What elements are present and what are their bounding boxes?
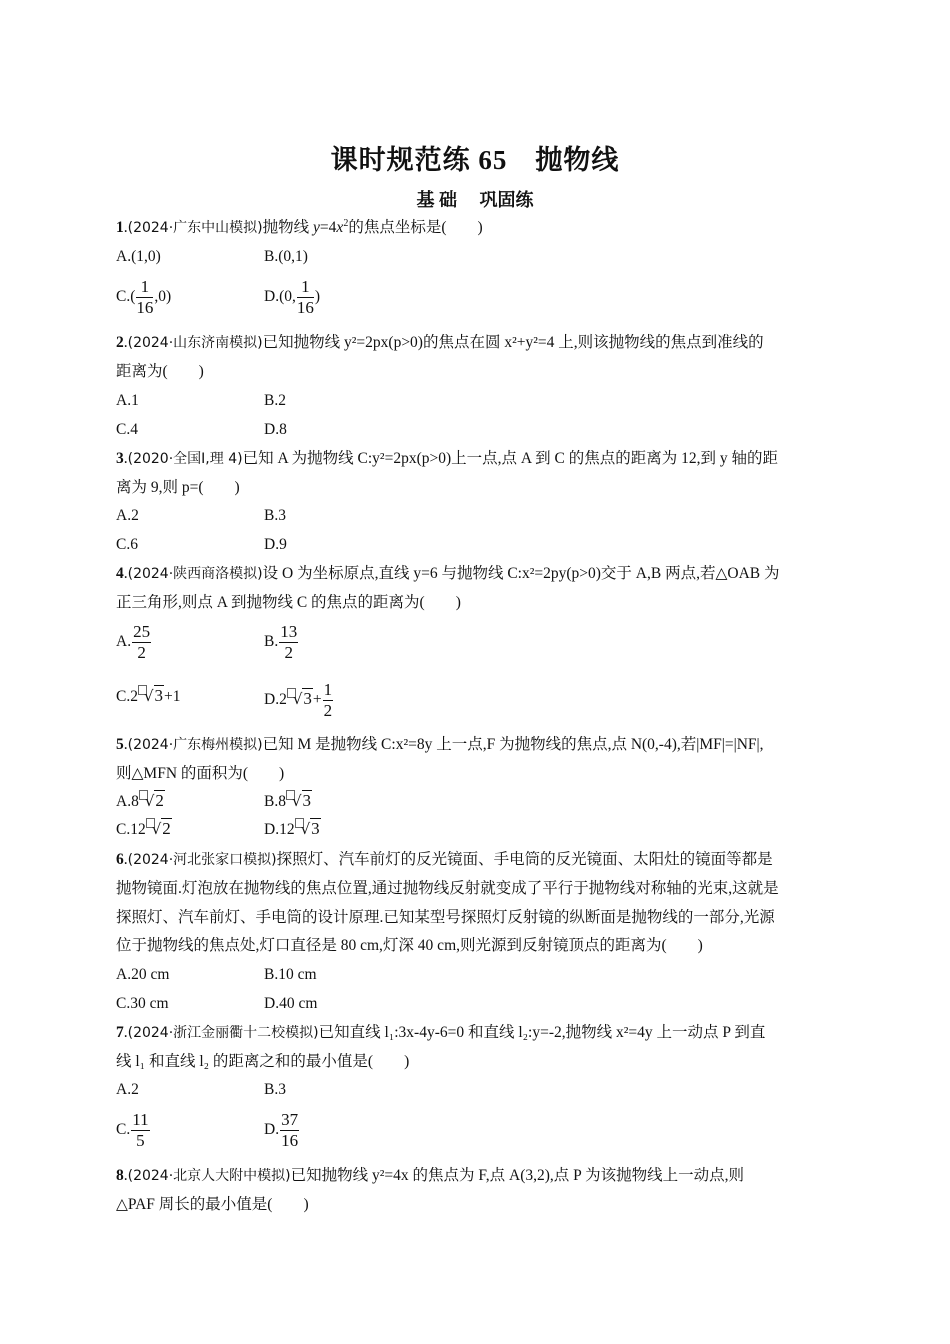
option-a: A. $\frac{25}{2}$: [116, 622, 151, 662]
question-4: 4.(2024·陕西商洛模拟)设 O 为坐标原点,直线 y=6 与抛物线 C:x²=2py(p>0)交于 A,B 两点,若△OAB 为: [116, 565, 780, 582]
question-number: 1: [116, 219, 124, 236]
radical: √3: [295, 818, 321, 841]
option-b: B.2: [264, 392, 286, 409]
option-a: A.8 √2: [116, 790, 165, 813]
question-8: 8.(2024·北京人大附中模拟)已知抛物线 y²=4x 的焦点为 F,点 A(3,2),点 P 为该抛物线上一动点,则: [116, 1167, 744, 1184]
option-c: C.2 √3+1: [116, 685, 181, 708]
question-8-line-2: △PAF 周长的最小值是( ): [116, 1196, 309, 1213]
question-1: 1.(2024·广东中山模拟)抛物线 $y=4x^2$的焦点坐标是( ): [116, 218, 483, 236]
question-3: 3.(2020·全国Ⅰ,理 4)已知 A 为抛物线 C:y²=2px(p>0)上一点,点 A 到 C 的焦点的距离为 12,到 y 轴的距: [116, 450, 778, 467]
radical: √2: [146, 818, 172, 841]
fraction: $\frac{1}{16}$: [136, 277, 154, 317]
option-d: D.40 cm: [264, 995, 318, 1012]
option-a: A.(1,0): [116, 248, 161, 265]
option-b: B.10 cm: [264, 966, 317, 983]
radical: √3: [286, 790, 312, 813]
question-5-line-2: 则△MFN 的面积为( ): [116, 765, 285, 782]
page-title: 课时规范练 65 抛物线: [330, 145, 620, 175]
option-c: C.4: [116, 421, 138, 438]
question-5: 5.(2024·广东梅州模拟)已知 M 是抛物线 C:x²=8y 上一点,F 为抛物线的焦点,点 N(0,-4),若|MF|=|NF|,: [116, 736, 764, 753]
option-b: B.(0,1): [264, 248, 308, 265]
question-7: 7.(2024·浙江金丽衢十二校模拟)已知直线 l₁:3x-4y-6=0 和直线 l₂:y=-2,抛物线 x²=4y 上一动点 P 到直: [116, 1024, 766, 1041]
option-d: D.2 √3+ $\frac{1}{2}$: [264, 680, 333, 720]
option-c: C.30 cm: [116, 995, 169, 1012]
option-b: B.8 √3: [264, 790, 312, 813]
question-6-line-2: 抛物镜面.灯泡放在抛物线的焦点位置,通过抛物线反射就变成了平行于抛物线对称轴的光束,这就是: [116, 880, 779, 897]
option-b: B. $\frac{13}{2}$: [264, 622, 298, 662]
fraction: $\frac{13}{2}$: [280, 622, 298, 662]
question-6: 6.(2024·河北张家口模拟)探照灯、汽车前灯的反光镜面、手电筒的反光镜面、太阳灶的镜面等都是: [116, 851, 773, 868]
section-heading: 基 础 巩固练: [416, 190, 534, 210]
fraction: $\frac{1}{16}$: [296, 277, 314, 317]
option-b: B.3: [264, 1081, 286, 1098]
question-6-line-4: 位于抛物线的焦点处,灯口直径是 80 cm,灯深 40 cm,则光源到反射镜顶点的距离为( ): [116, 937, 703, 954]
fraction: $\frac{37}{16}$: [281, 1110, 299, 1150]
option-a: A.20 cm: [116, 966, 170, 983]
option-d: D.8: [264, 421, 287, 438]
option-d: D.12 √3: [264, 818, 321, 841]
fraction: $\frac{11}{5}$: [132, 1110, 149, 1150]
option-c: C.6: [116, 536, 138, 553]
option-a: A.2: [116, 507, 139, 524]
question-source: (2024·广东中山模拟): [127, 220, 263, 236]
option-c: C. $\frac{11}{5}$: [116, 1110, 149, 1150]
option-c: C.12 √2: [116, 818, 172, 841]
question-2-line-2: 距离为( ): [116, 363, 204, 380]
option-d: D. $\frac{37}{16}$: [264, 1110, 299, 1150]
radical: √3: [138, 685, 164, 708]
question-6-line-3: 探照灯、汽车前灯、手电筒的设计原理.已知某型号探照灯反射镜的纵断面是抛物线的一部分,光源: [116, 909, 775, 926]
question-7-line-2: 线 l₁ 和直线 l₂ 的距离之和的最小值是( ): [116, 1053, 410, 1070]
option-d: D.9: [264, 536, 287, 553]
option-a: A.2: [116, 1081, 139, 1098]
fraction: $\frac{25}{2}$: [133, 622, 151, 662]
question-2: 2.(2024·山东济南模拟)已知抛物线 y²=2px(p>0)的焦点在圆 x²+y²=4 上,则该抛物线的焦点到准线的: [116, 334, 764, 351]
fraction: $\frac{1}{2}$: [323, 680, 333, 720]
radical: √3: [287, 688, 313, 711]
option-d: D.(0, $\frac{1}{16}$ ): [264, 277, 321, 317]
option-a: A.1: [116, 392, 139, 409]
option-b: B.3: [264, 507, 286, 524]
question-4-line-2: 正三角形,则点 A 到抛物线 C 的焦点的距离为( ): [116, 594, 461, 611]
option-c: C.( $\frac{1}{16}$ ,0): [116, 277, 172, 317]
question-3-line-2: 离为 9,则 p=( ): [116, 479, 240, 496]
radical: √2: [139, 790, 165, 813]
